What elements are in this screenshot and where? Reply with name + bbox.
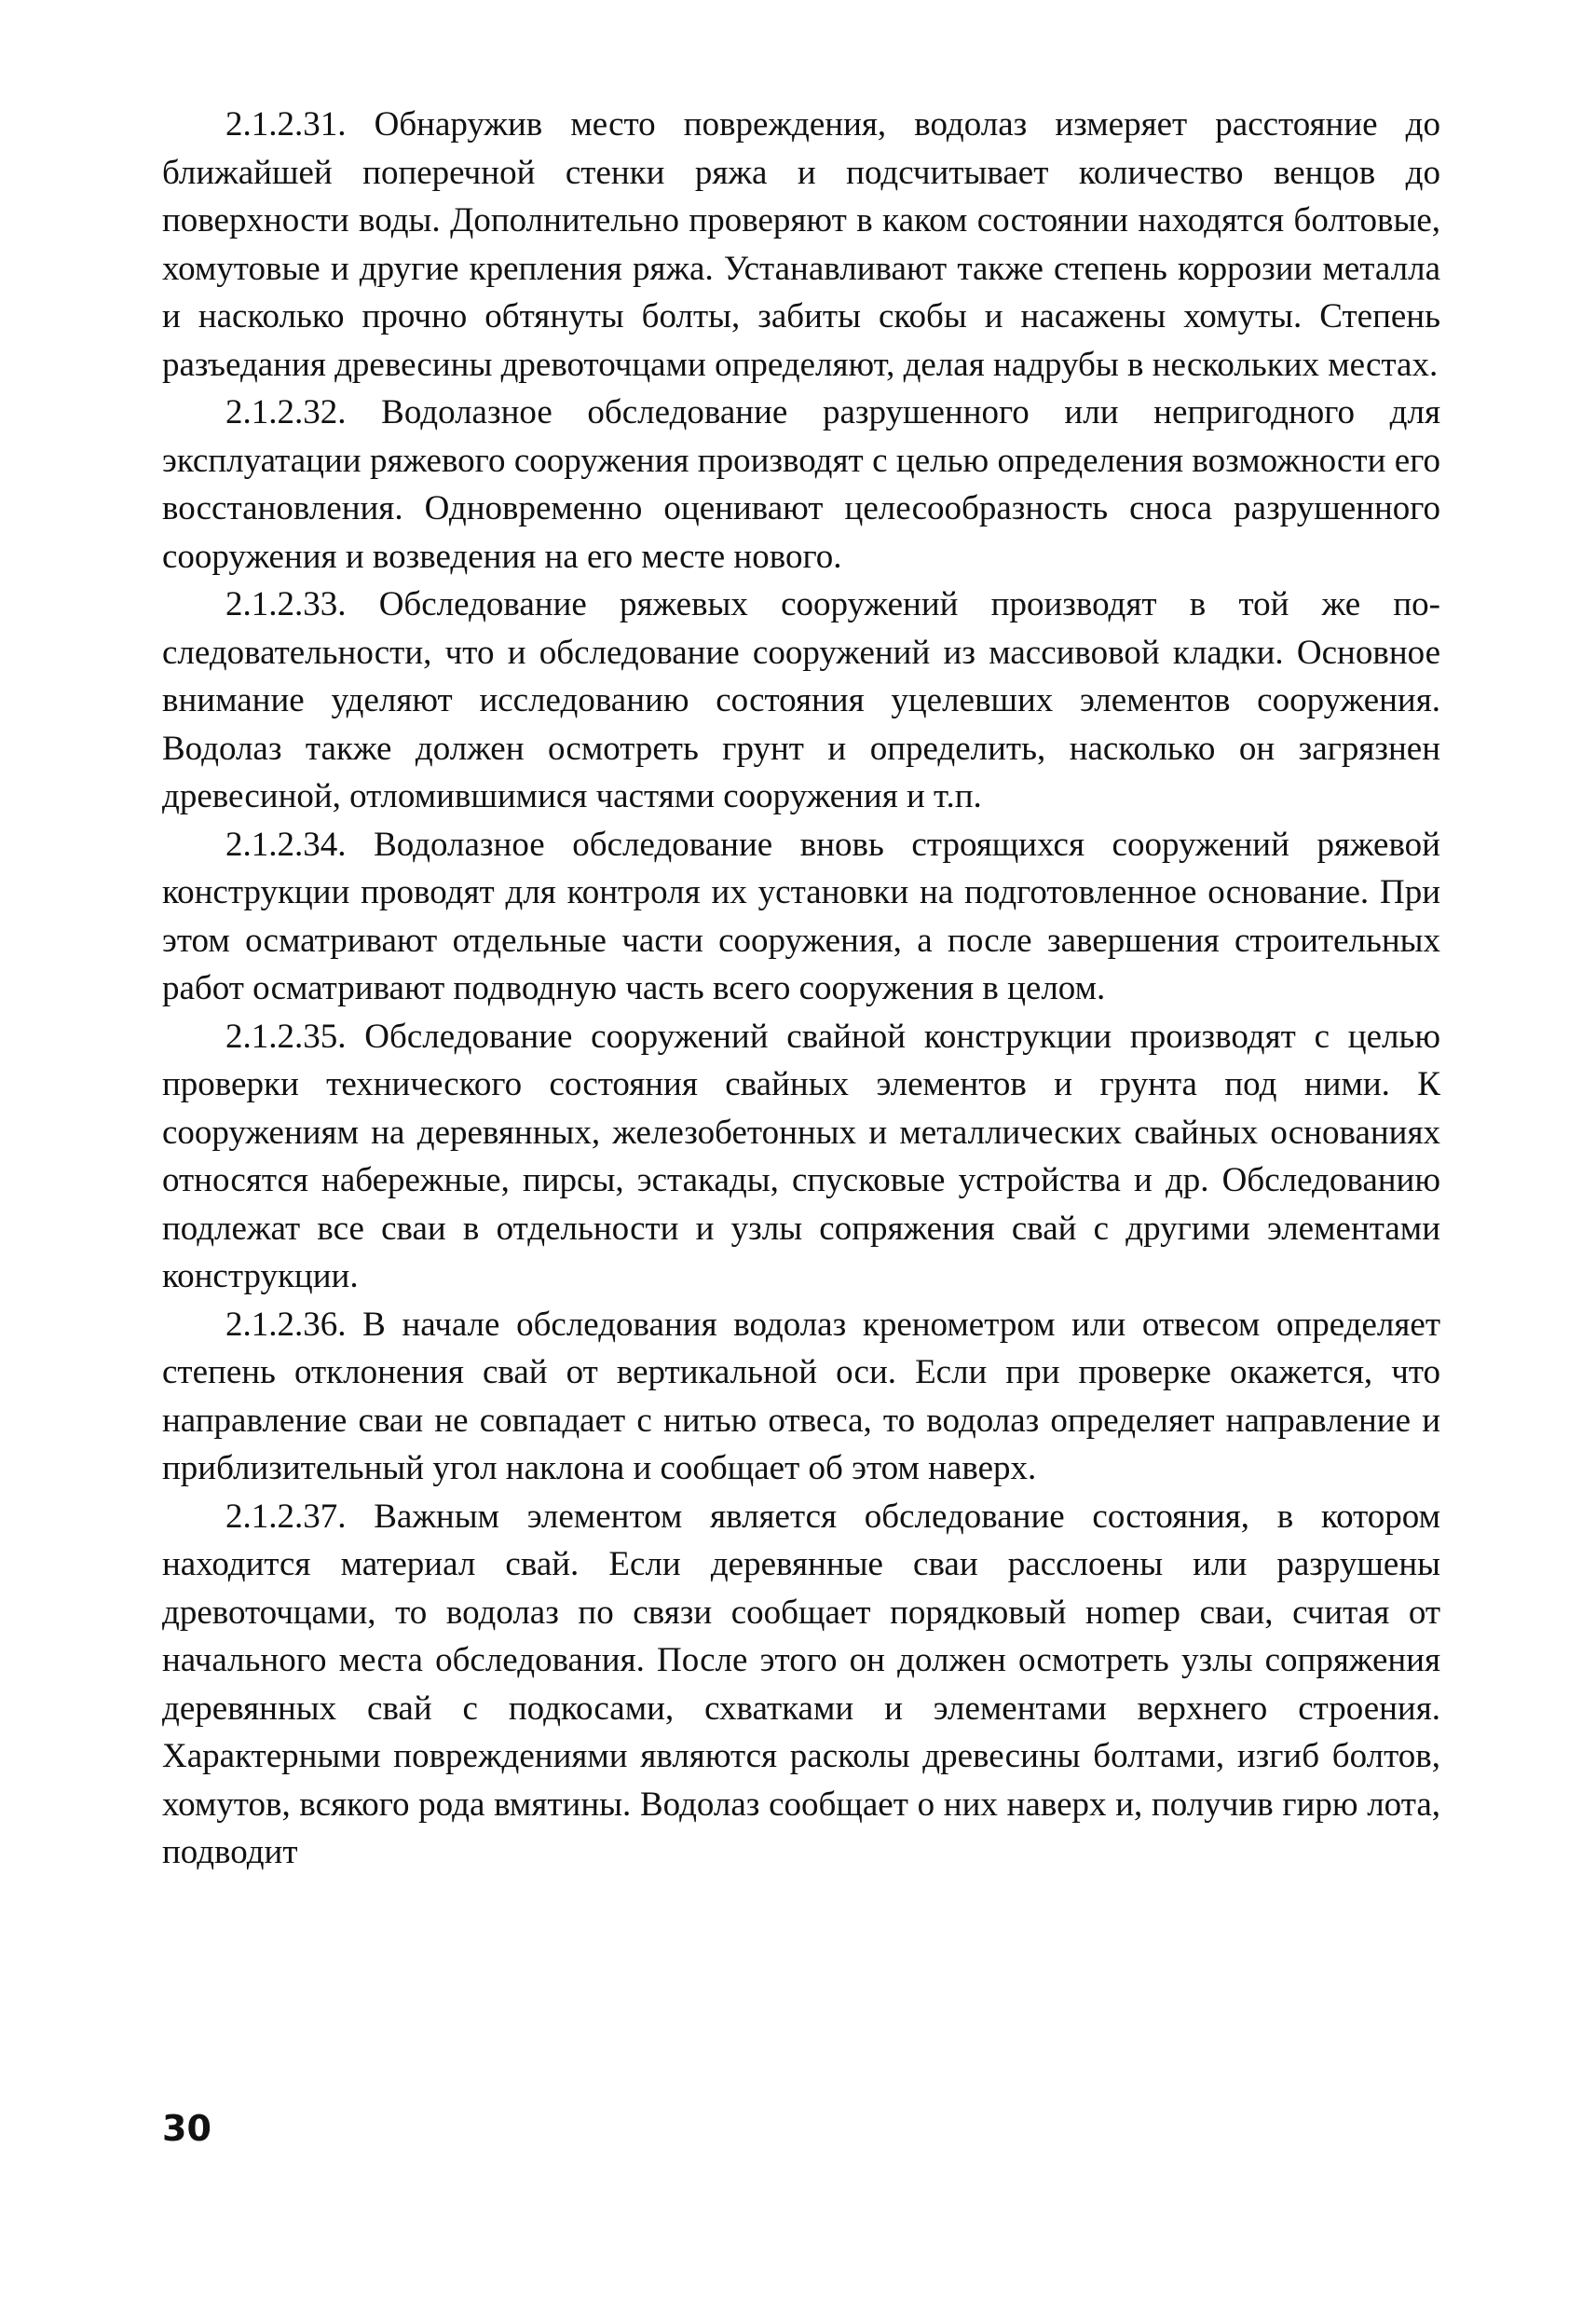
body-text — [162, 101, 1440, 1877]
paragraph-2-1-2-36: 2.1.2.36. В начале обследования водолаз кренометром или отвесом определяет степень отклонения свай от вертикальной оси. Если при проверке окажется, что направление сваи не совпадает с нитью отвеса, то водолаз определяет направление и приблизительный угол наклона и сообщает об этом наверх. — [162, 1305, 1440, 1487]
paragraph-2-1-2-33: 2.1.2.33. Обследование ряжевых сооружений производят в той же последовательности, что и обследование сооружений из массивовой кладки. Основное внимание уделяют исследованию состояния уцелевших элементов сооружения. Водолаз также должен осмотреть грунт и определить, насколько он загрязнен древесиной, отломившимися частями сооружения и т.п. — [162, 585, 1440, 815]
page-number: 30 — [162, 2108, 211, 2149]
paragraph-2-1-2-34: 2.1.2.34. Водолазное обследование вновь строящихся сооружений ряжевой конструкции проводят для контроля их установки на подготовленное основание. При этом осматривают отдельные части сооружения, а после завершения строительных работ осматривают подводную часть всего сооружения в целом. — [162, 825, 1440, 1007]
paragraph-2-1-2-35: 2.1.2.35. Обследование сооружений свайной конструкции производят с целью проверки технического состояния свайных элементов и грунта под ними. К сооружениям на деревянных, железобетонных и металлических свайных основаниях относятся набережные, пирсы, эстакады, спусковые устройства и др. Обследованию подлежат все сваи в отдельности и узлы сопряжения свай с другими элементами конструкции. — [162, 1017, 1440, 1295]
paragraph-2-1-2-37: 2.1.2.37. Важным элементом является обследование состояния, в котором находится материал свай. Если деревянные сваи расслоены или разрушены древоточцами, то водолаз по связи сообщает порядковый ноmер сваи, считая от начального места обследования. После этого он должен осмотреть узлы сопряжения деревянных свай с подкосами, схватками и элементами верхнего строения. Характерными повреждениями являются расколы древесины болтами, изгиб болтов, хомутов, всякого рода вмятины. Водолаз сообщает о них наверх и, получив гирю лота, подводит — [162, 1497, 1440, 1871]
paragraph-2-1-2-31: 2.1.2.31. Обнаружив место повреждения, водолаз измеряет расстояние до ближайшей поперечной стенки ряжа и подсчитывает количество венцов до поверхности воды. Дополнительно проверяют в каком состоянии находятся болтовые, хомутовые и другие крепления ряжа. Устанавливают также степень коррозии металла и насколько прочно обтянуты болты, забиты скобы и насажены хомуты. Степень разъедания древесины древоточцами определяют, делая надрубы в нескольких местах. — [162, 105, 1440, 384]
paragraph-2-1-2-32: 2.1.2.32. Водолазное обследование разрушенного или непригодного для эксплуатации ряжевого сооружения производят с целью определения возможности его восстановления. Одновременно оценивают целесообразность сноса разрушенного сооружения и возведения на его месте нового. — [162, 393, 1440, 576]
